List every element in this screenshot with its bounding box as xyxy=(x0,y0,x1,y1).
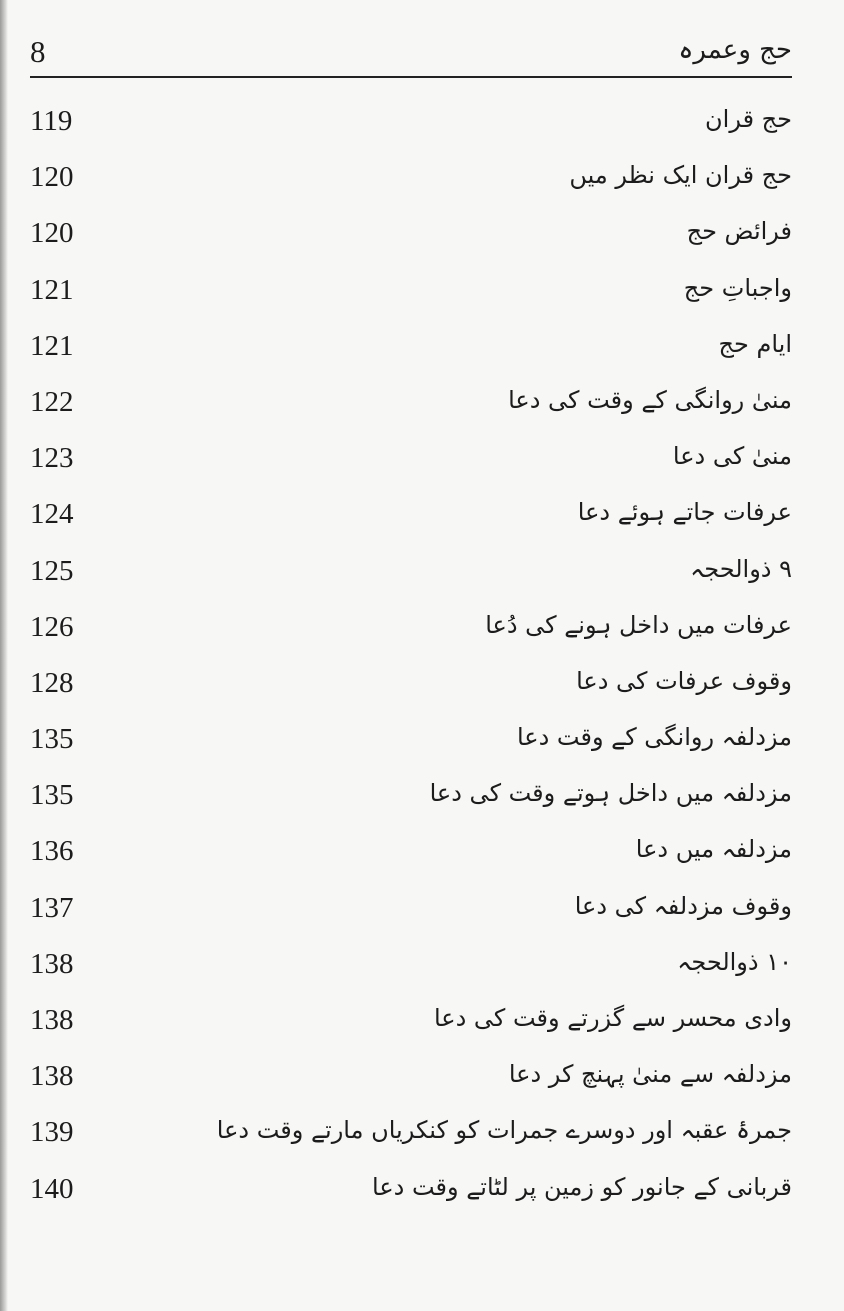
toc-page-number: 121 xyxy=(30,329,74,362)
toc-page-number: 138 xyxy=(30,1004,74,1036)
toc-row xyxy=(30,712,792,768)
page-number: 8 xyxy=(30,34,46,69)
toc-page-number: 128 xyxy=(30,666,74,699)
toc-entry-title: وادی محسر سے گزرتے وقت کی دعا xyxy=(433,1004,792,1032)
toc-page-number: 124 xyxy=(30,498,74,531)
toc-row xyxy=(30,881,792,937)
toc-entry-title: مزدلفہ میں دعا xyxy=(635,835,792,864)
toc-entry-title: وقوف عرفات کی دعا xyxy=(576,666,792,695)
toc-page-number: 119 xyxy=(30,105,73,137)
toc-entry-title: حج قران xyxy=(705,105,792,133)
toc-entry-title: قربانی کے جانور کو زمین پر لٹاتے وقت دعا xyxy=(372,1172,792,1201)
toc-row xyxy=(30,319,792,375)
toc-page-number: 126 xyxy=(30,610,74,643)
toc-page-number: 135 xyxy=(30,723,74,756)
toc-row xyxy=(30,263,792,319)
toc-page-number: 121 xyxy=(30,273,74,306)
toc-entry-title: مزدلفہ سے منیٰ پہنچ کر دعا xyxy=(508,1060,792,1089)
toc-entry-title: واجباتِ حج xyxy=(683,273,792,302)
toc-row xyxy=(30,94,792,150)
toc-row xyxy=(30,1162,792,1218)
toc-row xyxy=(30,1049,792,1105)
toc-page-number: 138 xyxy=(30,947,74,980)
book-title: حج وعمرہ xyxy=(678,35,792,65)
toc-entry-title: ایام حج xyxy=(718,329,792,358)
toc-entry-title: جمرۂ عقبہ اور دوسرے جمرات کو کنکریاں مارتے وقت دعا xyxy=(216,1116,792,1145)
toc-row xyxy=(30,150,792,206)
toc-row xyxy=(30,656,792,712)
toc-row xyxy=(30,993,792,1049)
toc-page-number: 138 xyxy=(30,1060,74,1093)
toc-entry-title: ۹ ذوالحجہ xyxy=(690,554,792,583)
toc-entry-title: حج قران ایک نظر میں xyxy=(569,161,792,190)
toc-entry-title: عرفات جاتے ہوئے دعا xyxy=(577,498,792,527)
toc-row xyxy=(30,824,792,880)
toc-page-number: 120 xyxy=(30,161,74,194)
toc-page-number: 123 xyxy=(30,442,74,475)
toc-entry-title: مزدلفہ روانگی کے وقت دعا xyxy=(516,723,792,752)
toc-entry-title: مزدلفہ میں داخل ہوتے وقت کی دعا xyxy=(429,779,792,808)
toc-page-number: 136 xyxy=(30,835,74,868)
table-of-contents xyxy=(30,94,792,1218)
page-header xyxy=(30,28,792,78)
toc-page-number: 135 xyxy=(30,779,74,812)
toc-page-number: 120 xyxy=(30,217,74,250)
toc-entry-title: عرفات میں داخل ہونے کی دُعا xyxy=(485,610,792,639)
toc-page-number: 137 xyxy=(30,891,74,924)
toc-entry-title: فرائض حج xyxy=(686,217,792,246)
toc-row xyxy=(30,937,792,993)
toc-entry-title: ۱۰ ذوالحجہ xyxy=(677,947,792,976)
toc-entry-title: منیٰ روانگی کے وقت کی دعا xyxy=(508,385,792,414)
toc-page-number: 140 xyxy=(30,1172,74,1205)
toc-row xyxy=(30,375,792,431)
toc-row xyxy=(30,431,792,487)
toc-row xyxy=(30,487,792,543)
toc-page-number: 122 xyxy=(30,385,74,418)
toc-row xyxy=(30,206,792,262)
toc-entry-title: منیٰ کی دعا xyxy=(672,442,792,471)
toc-row xyxy=(30,544,792,600)
toc-row xyxy=(30,768,792,824)
toc-page-number: 139 xyxy=(30,1116,74,1149)
toc-entry-title: وقوف مزدلفہ کی دعا xyxy=(574,891,792,920)
toc-row xyxy=(30,1105,792,1161)
toc-row xyxy=(30,600,792,656)
toc-page-number: 125 xyxy=(30,554,74,587)
